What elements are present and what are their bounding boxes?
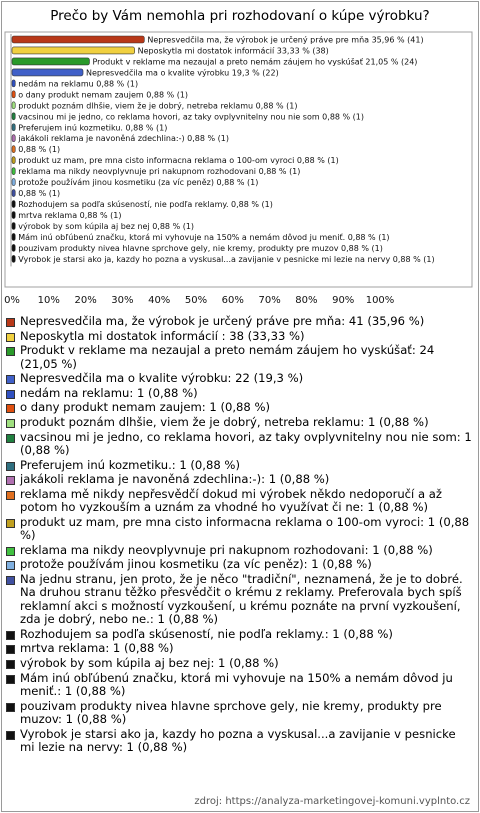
bar — [12, 80, 15, 87]
legend-swatch — [6, 561, 15, 570]
legend-label: jakákoli reklama je navoněná zdechlina:-): 1 (0,88 %) — [20, 472, 330, 487]
bar-label: 0,88 % (1) — [18, 189, 61, 199]
legend-swatch — [6, 347, 15, 356]
legend-item — [6, 315, 472, 328]
bar — [12, 244, 15, 251]
x-tick-label: 50% — [184, 295, 208, 306]
bar-label: vacsinou mi je jedno, co reklama hovori, az taky ovplyvnitelny nou nie som 0,88 % (1) — [18, 112, 365, 122]
legend-item — [6, 488, 472, 515]
legend-label: Nepresvedčila ma, že výrobok je určený práve pre mňa: 41 (35,96 %) — [20, 314, 425, 328]
legend-label: Nepresvedčila ma o kvalite výrobku: 22 (19,3 %) — [20, 371, 304, 386]
bar-label: Neposkytla mi dostatok informácií 33,33 % (38) — [137, 46, 329, 56]
bar-label: reklama ma nikdy neovplyvnuje pri nakupnom rozhodovani 0,88 % (1) — [18, 167, 301, 177]
legend-label: výrobok by som kúpila aj bez nej: 1 (0,88 %) — [20, 655, 279, 670]
bar — [12, 102, 15, 109]
legend-item — [6, 544, 472, 557]
bar-label: o dany produkt nemam zaujem 0,88 % (1) — [18, 90, 189, 100]
legend-label: Neposkytla mi dostatok informácií : 38 (33,33 %) — [20, 328, 305, 343]
bar — [12, 69, 83, 76]
legend-swatch — [6, 576, 15, 585]
legend-label: nedám na reklamu: 1 (0,88 %) — [20, 385, 198, 400]
legend-label: produkt uz mam, pre mna cisto informacna reklama o 100-om vyroci: 1 (0,88 %) — [20, 514, 470, 543]
bar-label: pouzivam produkty nivea hlavne sprchove gely, nie kremy, produkty pre muzov 0,88 % (1) — [18, 243, 383, 253]
legend-item — [6, 416, 472, 429]
x-tick-label: 80% — [295, 295, 318, 306]
legend-swatch — [6, 547, 15, 556]
legend-swatch — [6, 703, 15, 712]
bar — [12, 190, 15, 197]
legend-swatch — [6, 434, 15, 443]
legend-item — [6, 459, 472, 472]
legend-swatch — [6, 462, 15, 471]
bar — [12, 124, 15, 131]
bar-label: výrobok by som kúpila aj bez nej 0,88 % (1) — [18, 221, 195, 231]
legend-item — [6, 516, 472, 543]
legend-item — [6, 657, 472, 670]
legend-label: Produkt v reklame ma nezaujal a preto nemám záujem ho vyskúšať: 24 (21,05 %) — [20, 343, 435, 371]
legend-item — [6, 700, 472, 727]
legend-label: vacsinou mi je jedno, co reklama hovori, az taky ovplyvnitelny nou nie som: 1 (0,88 %) — [20, 429, 472, 457]
bar — [12, 212, 15, 219]
bar — [12, 113, 15, 120]
bar-label: mrtva reklama 0,88 % (1) — [18, 211, 122, 221]
legend-label: Na jednu stranu, jen proto, že je něco "tradiční", neznamená, že je to dobré. Na druhou stranu těžko přesvědčit o krému z reklamy. Preferovala bych spíš reklamní akci s možností vyzkoušení, u krému poznáte na první vyzkoušení, zda je dobrý, nebo ne.: 1 (0,88 %) — [20, 571, 463, 627]
legend-item — [6, 330, 472, 343]
x-tick-label: 20% — [74, 295, 97, 306]
legend-swatch — [6, 333, 15, 342]
bar-chart — [0, 0, 480, 312]
legend-label: Preferujem inú kozmetiku.: 1 (0,88 %) — [20, 457, 240, 472]
legend-swatch — [6, 318, 15, 327]
legend-label: reklama ma nikdy neovplyvnuje pri nakupnom rozhodovani: 1 (0,88 %) — [20, 542, 433, 557]
bar-label: Rozhodujem sa podľa skúseností, nie podľa reklamy. 0,88 % (1) — [18, 200, 273, 210]
legend-swatch — [6, 375, 15, 384]
bar — [12, 47, 135, 54]
bar-label: Preferujem inú kozmetiku. 0,88 % (1) — [18, 123, 168, 133]
legend-label: mrtva reklama: 1 (0,88 %) — [20, 641, 174, 656]
x-tick-label: 90% — [332, 295, 355, 306]
bar-label: produkt uz mam, pre mna cisto informacna reklama o 100-om vyroci 0,88 % (1) — [18, 156, 339, 166]
chart-title: Prečo by Vám nemohla pri rozhodovaní o kúpe výrobku? — [50, 8, 430, 24]
bar — [12, 179, 15, 186]
legend-label: produkt poznám dlhšie, viem že je dobrý, netreba reklamu: 1 (0,88 %) — [20, 414, 429, 429]
legend-swatch — [6, 645, 15, 654]
legend-label: o dany produkt nemam zaujem: 1 (0,88 %) — [20, 400, 271, 415]
legend-label: reklama mě nikdy nepřesvědčí dokud mi výrobek někdo nedoporučí a až potom ho vyzkouším a uznám za vhodné ho využívat či ne: 1 (0,88 %) — [20, 486, 442, 515]
bar — [12, 157, 15, 164]
bar — [12, 201, 15, 208]
legend-item — [6, 672, 472, 699]
bar — [12, 233, 15, 240]
legend-item — [6, 401, 472, 414]
bar-label: produkt poznám dlhšie, viem že je dobrý, netreba reklamu 0,88 % (1) — [18, 101, 298, 111]
bar-label: protože používám jinou kosmetiku (za víc peněz) 0,88 % (1) — [18, 178, 259, 188]
bar — [12, 222, 15, 229]
bar-label: Nepresvedčila ma o kvalite výrobku 19,3 % (22) — [86, 68, 279, 78]
legend-item — [6, 728, 472, 755]
legend-label: Vyrobok je starsi ako ja, kazdy ho pozna a vyskusal...a zavijanie v pesnicke mi lezie na nervy: 1 (0,88 %) — [20, 726, 456, 754]
legend-item — [6, 387, 472, 400]
legend-swatch — [6, 675, 15, 684]
legend-item — [6, 344, 472, 371]
legend-swatch — [6, 631, 15, 640]
x-tick-label: 40% — [148, 295, 171, 306]
x-tick-label: 30% — [111, 295, 134, 306]
bar — [12, 36, 144, 43]
legend-label: Mám inú obľúbenú značku, ktorá mi vyhovuje na 150% a nemám dôvod ju meniť.: 1 (0,88 %) — [20, 670, 453, 698]
bar-label: 0,88 % (1) — [18, 145, 61, 155]
source-note: zdroj: https://analyza-marketingovej-komuni.vyplnto.cz — [194, 796, 470, 807]
bar — [12, 135, 15, 142]
legend-item — [6, 573, 472, 627]
x-tick-label: 70% — [258, 295, 281, 306]
bar — [12, 58, 89, 65]
bar — [12, 255, 15, 262]
legend-swatch — [6, 660, 15, 669]
legend-item — [6, 431, 472, 458]
legend-item — [6, 558, 472, 571]
legend-swatch — [6, 476, 15, 485]
bar — [12, 91, 15, 98]
legend-swatch — [6, 731, 15, 740]
legend-item — [6, 628, 472, 641]
legend-label: protože používám jinou kosmetiku (za víc peněz): 1 (0,88 %) — [20, 557, 372, 572]
bar-label: nedám na reklamu 0,88 % (1) — [18, 79, 139, 89]
legend-swatch — [6, 390, 15, 399]
legend-label: Rozhodujem sa podľa skúseností, nie podľa reklamy.: 1 (0,88 %) — [20, 626, 393, 641]
bar-label: Mám inú obľúbenú značku, ktorá mi vyhovuje na 150% a nemám dôvod ju meniť. 0,88 % (1) — [18, 232, 390, 242]
legend-swatch — [6, 519, 15, 528]
x-tick-label: 60% — [221, 295, 244, 306]
legend-item — [6, 642, 472, 655]
legend-swatch — [6, 491, 15, 500]
x-tick-label: 10% — [37, 295, 60, 306]
bar-label: Produkt v reklame ma nezaujal a preto nemám záujem ho vyskúšať 21,05 % (24) — [92, 57, 418, 67]
x-tick-label: 100% — [365, 295, 395, 306]
bar-label: Nepresvedčila ma, že výrobok je určený práve pre mňa 35,96 % (41) — [147, 35, 424, 45]
legend-swatch — [6, 419, 15, 428]
legend-item — [6, 473, 472, 486]
bar — [12, 168, 15, 175]
legend-label: pouzivam produkty nivea hlavne sprchove gely, nie kremy, produkty pre muzov: 1 (0,88 %) — [20, 698, 442, 726]
legend — [6, 315, 472, 756]
bar-label: Vyrobok je starsi ako ja, kazdy ho pozna a vyskusal...a zavijanie v pesnicke mi lezie na nervy 0,88 % (1) — [18, 254, 435, 264]
bar-label: jakákoli reklama je navoněná zdechlina:-) 0,88 % (1) — [18, 134, 229, 144]
legend-item — [6, 372, 472, 385]
x-tick-label: 0% — [4, 295, 20, 306]
bar — [12, 146, 15, 153]
legend-swatch — [6, 404, 15, 413]
